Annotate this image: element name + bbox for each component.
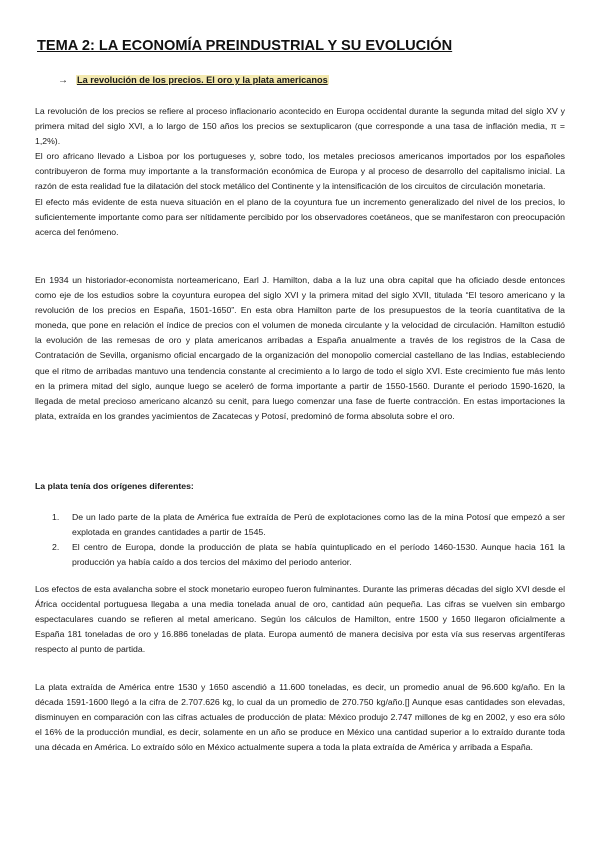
production-section bbox=[35, 680, 565, 755]
section-subheading bbox=[58, 75, 329, 86]
list-item bbox=[52, 510, 565, 540]
list-item-text: El centro de Europa, donde la producción de plata se había quintuplicado en el período 1460-1530. Aunque hacia 161 la producción ya había caído a dos tercios del máximo del periodo anterior. bbox=[72, 542, 565, 568]
list-item bbox=[52, 540, 565, 570]
origins-list bbox=[52, 510, 565, 570]
paragraph: El efecto más evidente de esta nueva situación en el plano de la coyuntura fue un incremento generalizado del nivel de los precios, lo suficientemente importante como para ser nítidamente percibido por los observadores coetáneos, que se manifestaron con preocupación acerca del fenómeno. bbox=[35, 196, 565, 237]
hamilton-section bbox=[35, 273, 565, 424]
list-number: 1. bbox=[52, 512, 60, 522]
effects-section bbox=[35, 582, 565, 657]
list-item-text: De un lado parte de la plata de América fue extraída de Perú de explotaciones como las de la mina Potosí que empezó a ser explotada en grandes cantidades a partir de 1545. bbox=[72, 512, 565, 538]
paragraph: La revolución de los precios se refiere al proceso inflacionario acontecido en Europa occidental durante la segunda mitad del siglo XV y primera mitad del siglo XVI, a lo largo de 150 años los precios se sextuplicaron (que corresponde a una tasa de inflación media, π = 1,2%). bbox=[35, 106, 565, 147]
paragraph: Los efectos de esta avalancha sobre el stock monetario europeo fueron fulminantes. Durante las primeras décadas del siglo XVI desde el África occidental portuguesa llegaba a una media tonelada anual de oro, cantidad aún pequeña. Las cifras se vuelven sin embargo espectaculares cuando se refieren al metal americano. Según los cálculos de Hamilton, entre 1500 y 1650 llegaron oficialmente a España 181 toneladas de oro y 16.886 toneladas de plata. Europa aumentó de manera decisiva por esta vía sus reservas argentíferas respecto al punto de partida. bbox=[35, 584, 565, 655]
origins-heading: La plata tenía dos orígenes diferentes: bbox=[35, 481, 194, 491]
paragraph: La plata extraída de América entre 1530 y 1650 ascendió a 11.600 toneladas, es decir, un promedio anual de 96.600 kg/año. En la década 1591-1600 llegó a la cifra de 2.707.626 kg, lo cual da un promedio de 270.750 kg/año.⁠[] Aunque esas cantidades son elevadas, disminuyen en comparación con las cifras actuales de producción de plata: México produjo 2.747 millones de kg en 2002, y eso era sólo el 16% de la producción mundial, es decir, solamente en un año se produce en México una cantidad superior a lo extraído durante toda una década en América. Lo extraído sólo en México actualmente supera a toda la plata extraída de América y arribada a España. bbox=[35, 682, 565, 753]
list-number: 2. bbox=[52, 542, 60, 553]
intro-section bbox=[35, 104, 565, 240]
arrow-icon: → bbox=[58, 75, 68, 86]
page-title: TEMA 2: LA ECONOMÍA PREINDUSTRIAL Y SU EVOLUCIÓN bbox=[37, 38, 453, 54]
paragraph: En 1934 un historiador-economista norteamericano, Earl J. Hamilton, daba a la luz una obra capital que ha oficiado desde entonces como eje de los estudios sobre la coyuntura europea del siglo XVI y la primera mitad del siglo XVII, titulada “El tesoro americano y la revolución de los precios en España, 1501-1650”. En esta obra Hamilton parte de los presupuestos de la teoría cuantitativa de la moneda, que pone en relación el índice de precios con el volumen de moneda circulante y la velocidad de circulación. Hamilton estudió la evolución de las remesas de oro y plata americanos arribadas a España anualmente a través de los registros de la Casa de Contratación de Sevilla, organismo oficial encargado de la organización del monopolio comercial castellano de las Indias, estableciendo que el ritmo de arribadas mantuvo una tendencia constante al crecimiento a lo largo de todo el siglo XVI. Este crecimiento fue más lento en la primera mitad del siglo, aunque luego se aceleró de forma importante a partir de 1550-1560. Durante el periodo 1590-1620, la llegada de metal precioso americano alcanzó su cenit, para luego comenzar una fase de fuerte contracción. En estas importaciones la plata, extraída en los grandes yacimientos de Zacatecas y Potosí, predominó de forma absoluta sobre el oro. bbox=[35, 275, 565, 421]
paragraph: El oro africano llevado a Lisboa por los portugueses y, sobre todo, los metales preciosos americanos importados por los españoles contribuyeron de forma muy importante a la transformación económica de Europa y al proceso de desarrollo del capitalismo inicial. La razón de esta realidad fue la dilatación del stock metálico del Continente y la intensificación de los circuitos de circulación monetaria. bbox=[35, 151, 565, 192]
subheading-text: La revolución de los precios. El oro y la plata americanos bbox=[77, 75, 328, 85]
